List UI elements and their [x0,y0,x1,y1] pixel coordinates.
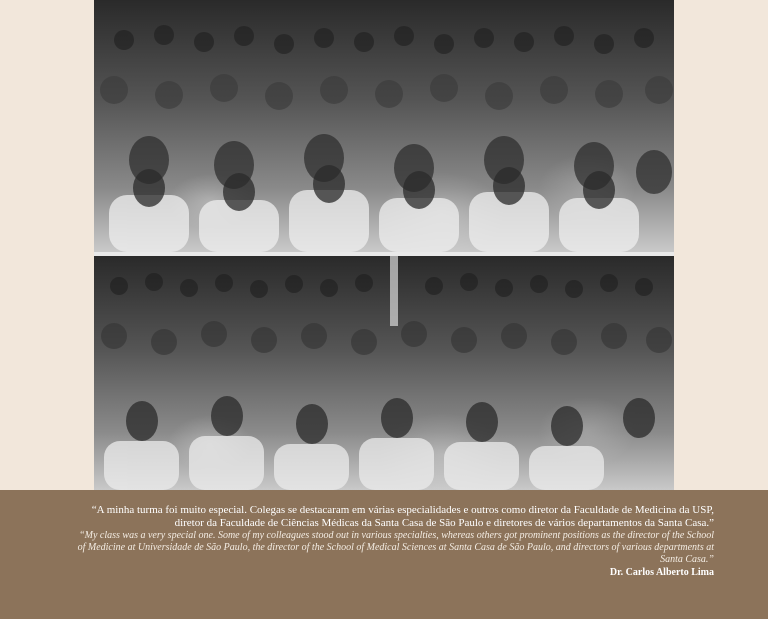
graduation-crowd-photo-bottom [94,256,674,490]
crowd-silhouettes-bottom [94,256,674,490]
photo-collage [94,0,674,490]
quote-author: Dr. Carlos Alberto Lima [609,567,714,578]
quote-portuguese: “A minha turma foi muito especial. Colegas se destacaram em várias especialidades e outros como diretor da Faculdade de Medicina da USP, diretor da Faculdade de Ciências Médicas da Santa Casa de São Paulo e diretores de vários departamentos da Santa Casa.” [91,504,714,529]
caption-band [0,490,768,619]
crowd-silhouettes-top [94,0,674,252]
quote-caption [74,504,714,579]
graduation-crowd-photo-top [94,0,674,252]
quote-english: “My class was a very special one. Some of my colleagues stood out in various specialties, whereas others got prominent positions as the director of the School of Medicine at Universidade de São Paulo, the director of the School of Medical Sciences at Santa Casa de São Paulo, and directors of various departments at Santa Casa.” [77,530,714,565]
